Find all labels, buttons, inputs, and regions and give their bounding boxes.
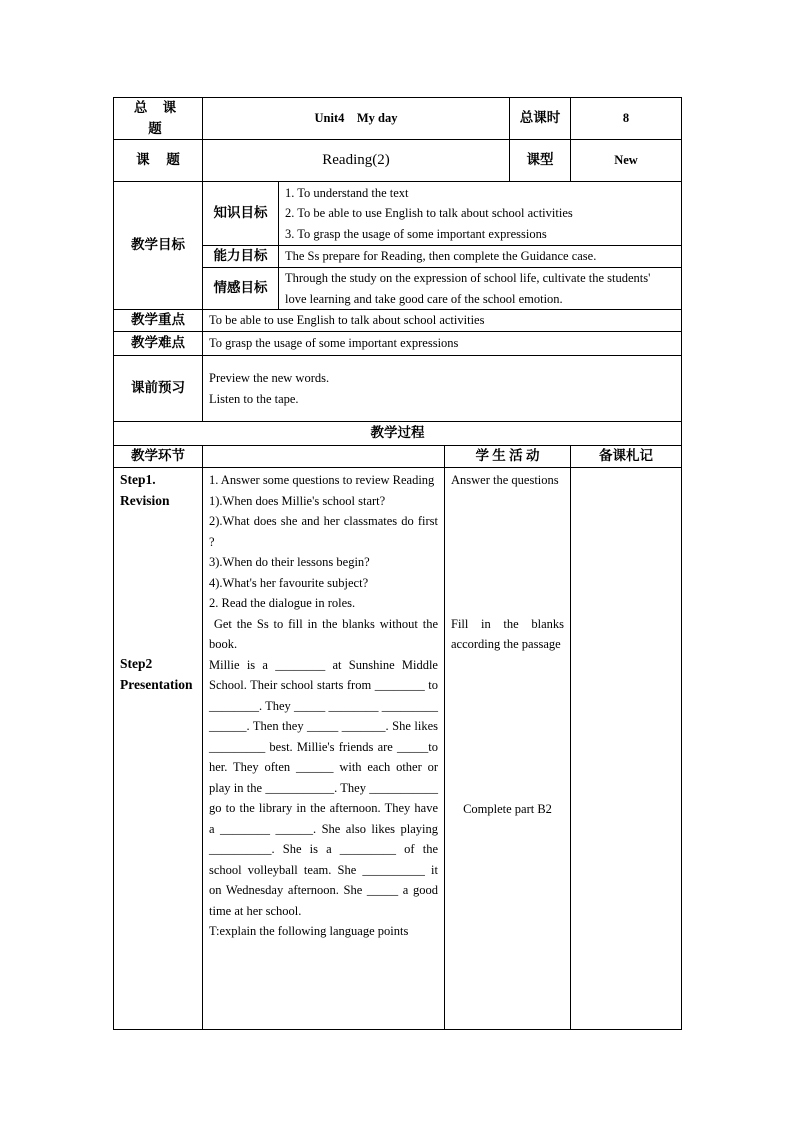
student-activity-answer: Answer the questions bbox=[451, 473, 559, 487]
difficulties: To grasp the usage of some important expressions bbox=[203, 332, 682, 356]
col-notes: 备课札记 bbox=[571, 446, 682, 468]
ability-label: 能力目标 bbox=[203, 246, 279, 268]
preview-label: 课前预习 bbox=[114, 356, 203, 422]
knowledge-item: 1. To understand the text bbox=[285, 185, 409, 200]
knowledge-item: 3. To grasp the usage of some important expressions bbox=[285, 226, 547, 241]
teacher-line: Get the Ss to fill in the blanks without the book. bbox=[209, 616, 442, 651]
knowledge-label: 知识目标 bbox=[203, 182, 279, 246]
step2-label: Step2 Presentation bbox=[120, 656, 193, 692]
total-hours: 8 bbox=[571, 98, 682, 140]
total-hours-label: 总课时 bbox=[510, 98, 571, 140]
col-step: 教学环节 bbox=[114, 446, 203, 468]
teacher-line: 1. Answer some questions to review Reading bbox=[209, 473, 435, 487]
teacher-line: T:explain the following language points bbox=[209, 924, 409, 938]
teacher-line: 4).What's her favourite subject? bbox=[209, 575, 369, 590]
student-activity-fill: Fill in the blanks according the passage bbox=[451, 616, 564, 651]
lesson-title: Reading(2) bbox=[203, 140, 510, 182]
knowledge-item: 2. To be able to use English to talk about school activities bbox=[285, 206, 573, 221]
col-activity: 学 生 活 动 bbox=[445, 446, 571, 468]
type-value: New bbox=[571, 140, 682, 182]
step1-label: Step1. Revision bbox=[120, 472, 170, 508]
teacher-line: 1).When does Millie's school start? bbox=[209, 493, 386, 508]
teacher-activity bbox=[203, 468, 445, 1030]
emotion-label: 情感目标 bbox=[203, 268, 279, 310]
key-points: To be able to use English to talk about school activities bbox=[203, 310, 682, 332]
lesson-plan-table bbox=[113, 97, 682, 1030]
student-activity bbox=[445, 468, 571, 1030]
objectives-label: 教学目标 bbox=[114, 182, 203, 310]
lesson-label: 课 题 bbox=[114, 140, 203, 182]
process-title: 教学过程 bbox=[114, 422, 682, 446]
unit-title: Unit4 My day bbox=[203, 98, 510, 140]
teacher-line: 3).When do their lessons begin? bbox=[209, 555, 370, 569]
preview-item: Preview the new words. bbox=[209, 371, 330, 385]
preview-item: Listen to the tape. bbox=[209, 391, 299, 406]
difficulties-label: 教学难点 bbox=[114, 332, 203, 356]
preview-content bbox=[203, 356, 682, 422]
fill-blank-passage: Millie is a ________ at Sunshine Middle School. Their school starts from ________ to ________. They _____ ________ _________ ______. Then they _____ _______. She likes _________ best. Millie's friends are _____to her. They often ______ with each other or play in the ___________. They ___________ go to the library in the afternoon. They have a ________ ______. She also likes playing __________. She is a _________ of the school volleyball team. She __________ it on Wednesday afternoon. She _____ a good time at her school. bbox=[209, 657, 438, 918]
ability-objective: The Ss prepare for Reading, then complete the Guidance case. bbox=[279, 246, 682, 268]
student-activity-b2: Complete part B2 bbox=[463, 801, 552, 816]
notes-cell bbox=[571, 468, 682, 1030]
teacher-line: 2).What does she and her classmates do first ? bbox=[209, 514, 438, 549]
teacher-line: 2. Read the dialogue in roles. bbox=[209, 596, 356, 610]
topic-label: 总 课 题 bbox=[114, 98, 203, 140]
steps-cell bbox=[114, 468, 203, 1030]
emotion-objective: Through the study on the expression of school life, cultivate the students' love learning and take good care of the school emotion. bbox=[279, 268, 682, 310]
key-points-label: 教学重点 bbox=[114, 310, 203, 332]
knowledge-objectives bbox=[279, 182, 682, 246]
type-label: 课型 bbox=[510, 140, 571, 182]
